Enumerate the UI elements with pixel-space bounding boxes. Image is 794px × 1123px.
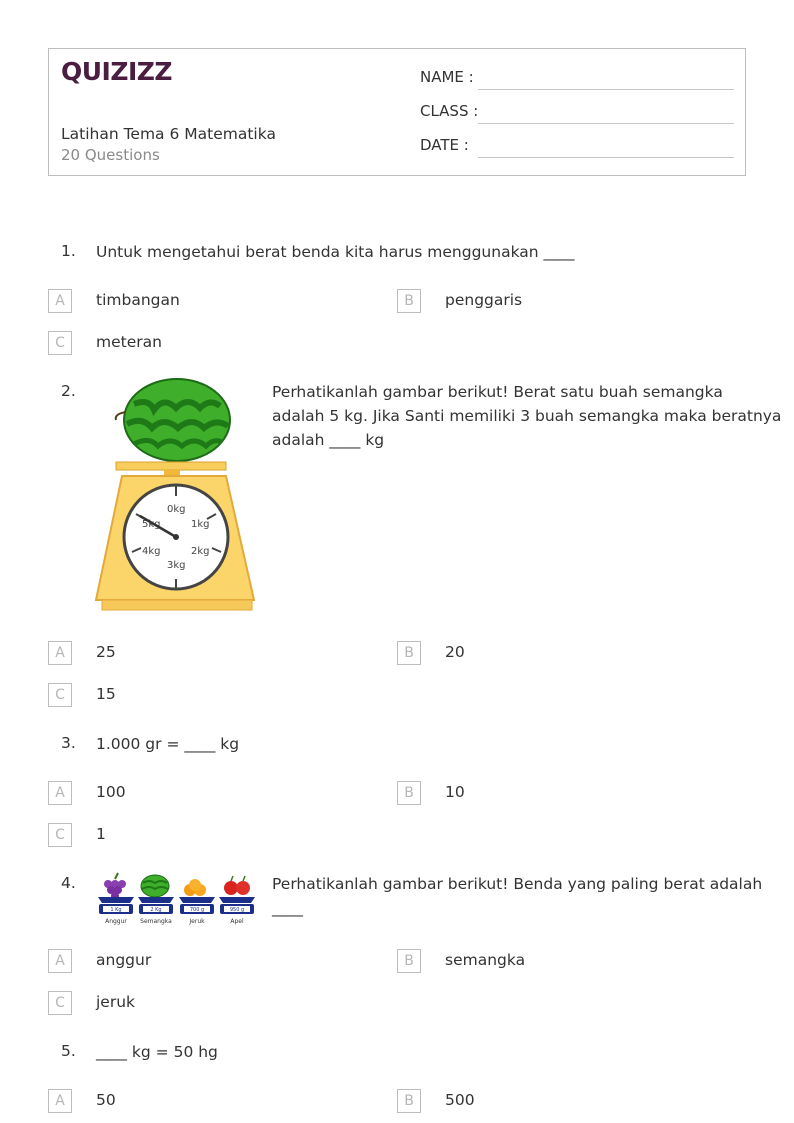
option-letter-box: B	[397, 641, 421, 665]
dial-label: 4kg	[142, 546, 161, 557]
option-text: meteran	[96, 333, 162, 351]
option-letter-box: A	[48, 949, 72, 973]
fruit-name-label: Apel	[230, 918, 244, 925]
option-letter-box: C	[48, 991, 72, 1015]
option-text: 25	[96, 643, 116, 661]
class-field[interactable]	[420, 102, 734, 124]
option-text: 50	[96, 1091, 116, 1109]
option-a[interactable]	[48, 781, 388, 807]
option-letter-box: A	[48, 1089, 72, 1113]
option-text: 15	[96, 685, 116, 703]
option-text: timbangan	[96, 291, 180, 309]
option-c[interactable]	[48, 991, 388, 1017]
dial-label: 0kg	[167, 504, 186, 515]
class-label: CLASS :	[420, 102, 479, 120]
option-text: 20	[445, 643, 465, 661]
option-letter-box: B	[397, 289, 421, 313]
option-letter-box: B	[397, 781, 421, 805]
question-count: 20 Questions	[61, 146, 160, 164]
question-number: 3.	[61, 734, 76, 752]
dial-label: 2kg	[191, 546, 210, 557]
option-text: penggaris	[445, 291, 523, 309]
weight-label: 700 g	[189, 907, 205, 913]
option-a[interactable]	[48, 289, 388, 315]
question-text: ____ kg = 50 hg	[96, 1043, 218, 1061]
scale-icon	[96, 462, 254, 610]
option-c[interactable]	[48, 331, 388, 357]
option-text: 100	[96, 783, 126, 801]
dial-label: 3kg	[167, 560, 186, 571]
option-c[interactable]	[48, 683, 388, 709]
option-letter-box: A	[48, 289, 72, 313]
option-b[interactable]	[397, 781, 737, 807]
name-label: NAME :	[420, 68, 474, 86]
option-b[interactable]	[397, 289, 737, 315]
option-letter-box: C	[48, 683, 72, 707]
option-letter-box: C	[48, 823, 72, 847]
class-line[interactable]	[478, 123, 734, 124]
question-text-line: ____	[272, 899, 303, 917]
question-text-line: adalah ____ kg	[272, 431, 385, 449]
question-text-line: Perhatikanlah gambar berikut! Benda yang paling berat adalah	[272, 875, 763, 893]
weight-label: 950 g	[229, 907, 245, 913]
orange-icon	[184, 879, 206, 896]
date-line[interactable]	[478, 157, 734, 158]
option-text: jeruk	[96, 993, 136, 1011]
quizizz-logo: QUIZIZZ	[61, 57, 173, 86]
question-number: 2.	[61, 382, 76, 400]
option-a[interactable]	[48, 949, 388, 975]
fruit-weights-image	[94, 870, 260, 928]
question-text-line: adalah 5 kg. Jika Santi memiliki 3 buah semangka maka beratnya	[272, 407, 782, 425]
option-letter-box: B	[397, 949, 421, 973]
option-b[interactable]	[397, 1089, 737, 1115]
option-a[interactable]	[48, 641, 388, 667]
name-field[interactable]	[420, 68, 734, 90]
date-field[interactable]	[420, 136, 734, 158]
worksheet-header	[48, 48, 746, 176]
question-number: 1.	[61, 242, 76, 260]
grapes-icon	[104, 873, 126, 900]
worksheet-title: Latihan Tema 6 Matematika	[61, 125, 276, 143]
question-text: 1.000 gr = ____ kg	[96, 735, 240, 753]
watermelon-icon	[116, 379, 230, 461]
fruit-name-label: Jeruk	[189, 918, 205, 925]
option-letter-box: C	[48, 331, 72, 355]
question-text: Untuk mengetahui berat benda kita harus menggunakan ____	[96, 243, 575, 261]
question-text-line: Perhatikanlah gambar berikut! Berat satu buah semangka	[272, 383, 723, 401]
option-letter-box: A	[48, 781, 72, 805]
option-text: 500	[445, 1091, 475, 1109]
fruit-name-label: Anggur	[105, 918, 127, 925]
question-number: 5.	[61, 1042, 76, 1060]
option-text: 1	[96, 825, 106, 843]
option-letter-box: B	[397, 1089, 421, 1113]
option-text: anggur	[96, 951, 152, 969]
date-label: DATE :	[420, 136, 469, 154]
option-text: 10	[445, 783, 465, 801]
dial-label: 1kg	[191, 519, 210, 530]
option-a[interactable]	[48, 1089, 388, 1115]
watermelon-icon	[141, 875, 169, 897]
question-number: 4.	[61, 874, 76, 892]
name-line[interactable]	[478, 89, 734, 90]
option-text: semangka	[445, 951, 526, 969]
weight-label: 1 Kg	[110, 907, 122, 913]
weight-label: 2 Kg	[150, 907, 162, 913]
dial-label: 5kg	[142, 519, 161, 530]
option-b[interactable]	[397, 949, 737, 975]
option-c[interactable]	[48, 823, 388, 849]
apple-icon	[224, 876, 250, 895]
option-letter-box: A	[48, 641, 72, 665]
watermelon-scale-image	[94, 374, 260, 618]
option-b[interactable]	[397, 641, 737, 667]
fruit-name-label: Semangka	[140, 918, 172, 925]
